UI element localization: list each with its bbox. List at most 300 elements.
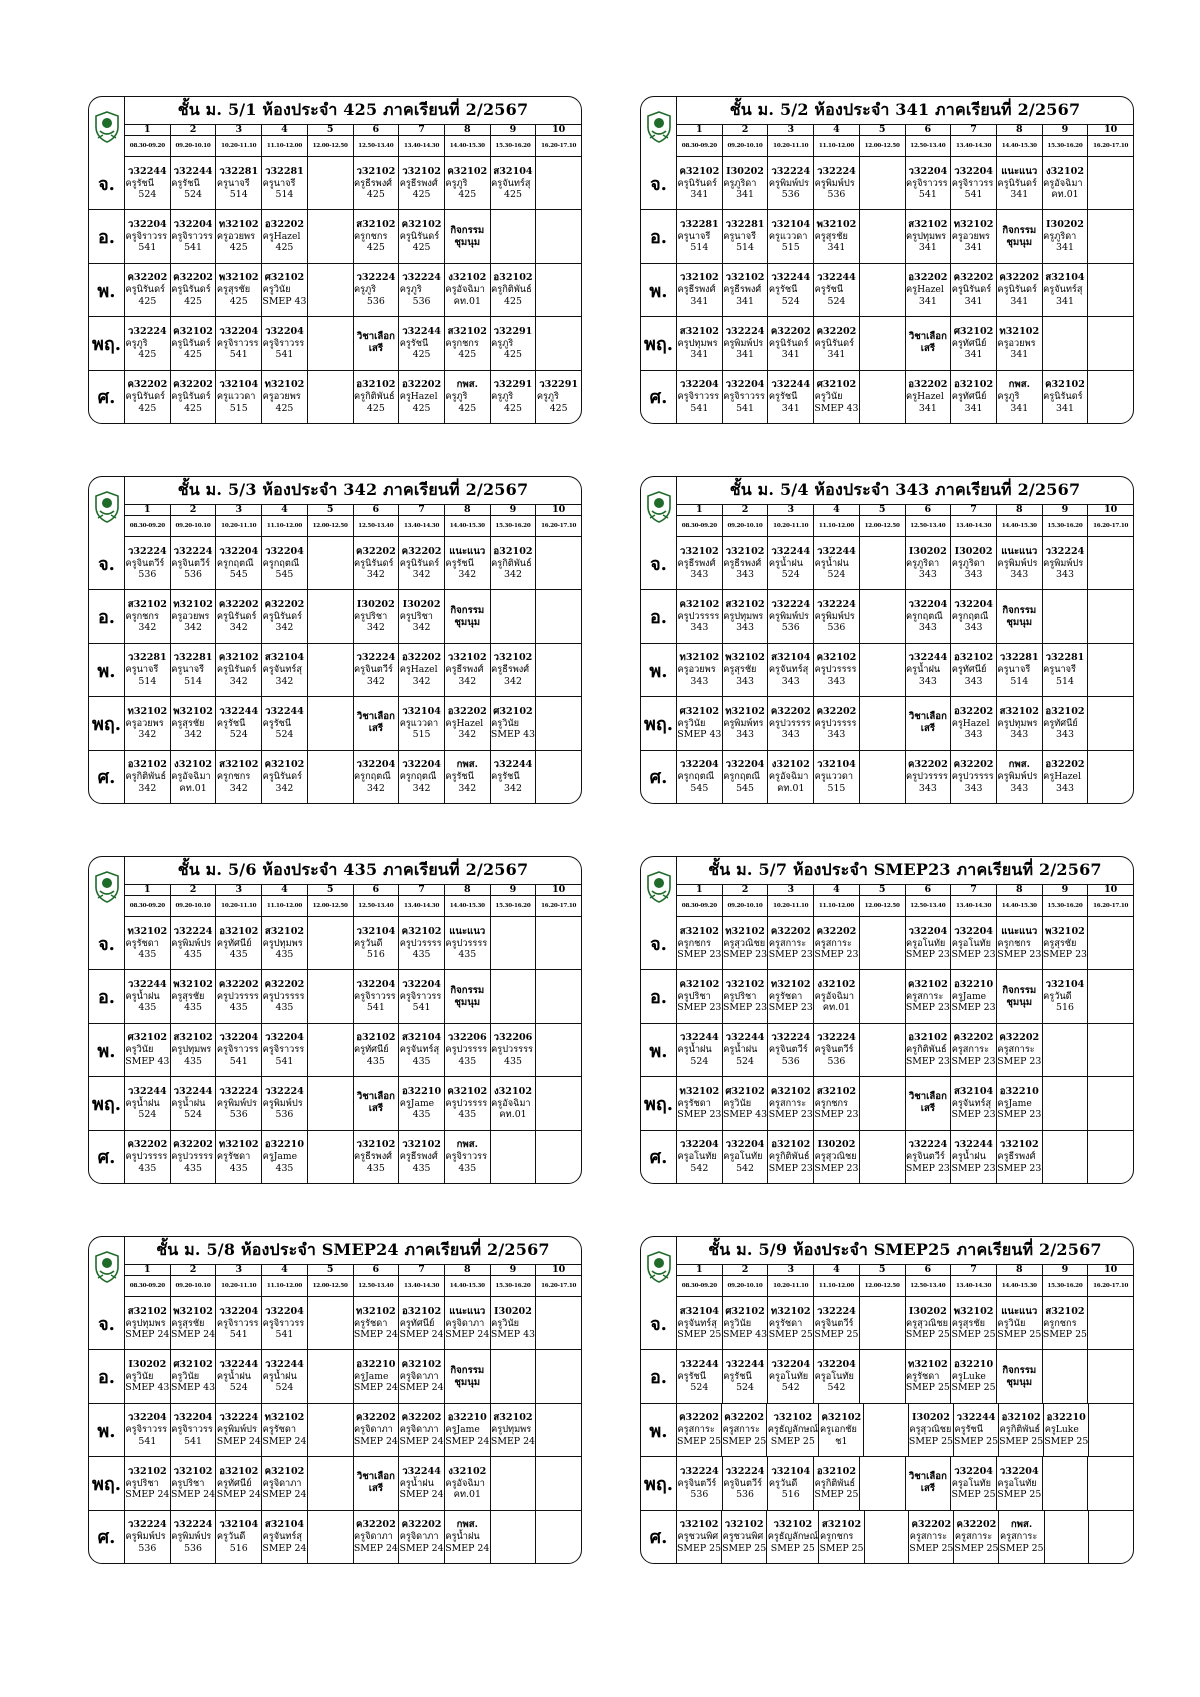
class-cell [261,917,307,969]
teacher-name: ครูอโนทัย [768,1370,809,1382]
room-number: SMEP 25 [954,1435,999,1447]
teacher-name: ครูJame [399,1097,435,1109]
subject-code: อ32102 [954,379,994,391]
class-cell [261,1404,307,1456]
period-number: 6 [905,124,951,135]
class-cell [398,264,444,316]
room-number: 541 [275,1055,294,1067]
teacher-name: ครูสุวณิชย [906,1317,949,1329]
teacher-name: เสรี [368,343,384,355]
timetable-card [640,1236,1134,1564]
subject-code: ศ32102 [816,379,857,391]
teacher-name: เสรี [368,723,384,735]
period-time: 09.20-10.10 [722,1276,768,1296]
class-cell [813,1350,859,1402]
teacher-name: ครูสการะ [814,937,852,949]
room-number: SMEP 43 [723,1329,768,1341]
period-time: 16.20-17.10 [535,896,581,916]
room-number: 342 [504,569,522,581]
room-number: 536 [736,1489,754,1501]
teacher-name: ครูน้ำฝน [445,1531,480,1543]
period-time: 15.30-16.20 [490,896,536,916]
class-cell [905,697,951,749]
day-row [641,537,1133,589]
subject-code: ว32204 [908,165,948,177]
teacher-name: ครูธัญลักษณ์ [767,1531,818,1543]
period-number: 3 [767,884,813,895]
empty-cell [859,1457,905,1509]
teacher-name: ครูนาจรี [171,664,205,676]
class-cell [353,1457,399,1509]
class-cell [398,1350,444,1402]
class-cell [444,371,490,423]
class-cell [125,157,170,209]
room-number: คท.01 [453,295,481,307]
empty-cell [1087,537,1133,589]
class-cell [215,1511,261,1563]
room-number: SMEP 25 [677,1435,722,1447]
room-number: 341 [1056,242,1074,254]
room-number: 341 [964,349,983,361]
period-number: 9 [1042,504,1088,515]
room-number: 425 [229,295,248,307]
teacher-name: เสรี [920,1483,936,1495]
teacher-name: ครูสการะ [999,1531,1038,1543]
subject-code: อ32202 [402,379,442,391]
teacher-name: ครูรัชดา [216,1151,251,1163]
room-number: 435 [229,1162,248,1174]
room-number: 541 [275,1329,294,1341]
day-label: พฤ. [89,1457,125,1509]
empty-cell [1087,644,1133,696]
teacher-name: ครูรัชดา [354,1317,388,1329]
empty-cell [307,157,353,209]
room-number: 435 [229,1002,248,1014]
period-time: 10.20-11.10 [767,1276,813,1296]
class-cell [125,1511,170,1563]
empty-cell [535,1297,581,1349]
room-number: 342 [504,675,522,687]
class-cell [398,1457,444,1509]
subject-code: ท32102 [218,1139,259,1151]
room-number: 425 [412,402,431,414]
room-number: 435 [275,1002,294,1014]
empty-cell [859,970,905,1022]
room-number: 342 [138,729,157,741]
class-cell [125,1350,170,1402]
subject-code: ว32204 [265,1305,304,1317]
class-cell [950,697,996,749]
subject-code: ค32202 [770,925,811,937]
room-number: 435 [366,1055,385,1067]
subject-code: ว32102 [725,978,765,990]
teacher-name: ครูจิราวรร [445,1151,488,1163]
subject-code: ค32102 [907,978,948,990]
period-number: 4 [813,1264,859,1275]
teacher-name: ครูพิมพ์ปร [723,337,764,349]
room-number: 342 [229,675,248,687]
subject-code: ค32202 [127,1139,168,1151]
room-number: 536 [412,295,431,307]
teacher-name: ครูรัชนี [954,1424,984,1436]
period-time: 13.40-14.30 [950,896,996,916]
subject-code: ศ32102 [725,1085,765,1097]
period-number: 7 [398,1264,444,1275]
teacher-name: ชุมนุม [1006,1376,1033,1388]
teacher-name: ครูอวยพร [262,391,301,403]
room-number: SMEP 23 [723,949,768,961]
class-cell [125,210,170,262]
day-row [89,1510,581,1563]
empty-cell [1087,1131,1133,1183]
class-cell [398,1404,444,1456]
timetable-title: ชั้น ม. 5/6 ห้องประจำ 435 ภาคเรียนที่ 2/2567 [125,857,581,885]
class-cell [905,317,951,369]
room-number: 425 [412,189,431,201]
empty-cell [307,1457,353,1509]
subject-code: อ32210 [447,1412,487,1424]
teacher-name: ครูนิรันดร์ [171,391,211,403]
teacher-name: ครูปทุมพร [171,1044,212,1056]
subject-code: ง32102 [448,1465,487,1477]
teacher-name: ครูจิดาภา [354,1424,393,1436]
room-number: 542 [690,1162,709,1174]
day-row [641,1510,1133,1563]
teacher-name: ครูอโนทัย [906,937,946,949]
day-label: พฤ. [89,697,125,749]
class-cell [261,537,307,589]
subject-code: ว32102 [493,652,533,664]
period-number: 8 [444,884,490,895]
teacher-name: ครูรัชดา [262,1424,296,1436]
subject-code: ท32102 [725,925,765,937]
teacher-name: ครูอโนทัย [677,1151,717,1163]
day-label: จ. [641,1297,677,1349]
empty-cell [307,1024,353,1076]
subject-code: ว32224 [356,652,396,664]
class-cell [905,1297,951,1349]
empty-cell [307,644,353,696]
day-row [641,1130,1133,1183]
day-row [641,1403,1133,1456]
teacher-name: ครูรัชนี [262,717,292,729]
day-rows [89,537,581,803]
teacher-name: ครูกฤตณี [951,610,989,622]
teacher-name: ครูจินตวีร์ [906,1151,945,1163]
class-cell [950,1131,996,1183]
subject-code: ค32202 [218,978,259,990]
class-cell [1042,697,1088,749]
teacher-name: ครูนิรันดร์ [399,557,440,569]
period-time: 09.20-10.10 [722,516,768,536]
timetable-title: ชั้น ม. 5/3 ห้องประจำ 342 ภาคเรียนที่ 2/2567 [125,477,581,505]
class-cell [215,371,261,423]
subject-code: ว32291 [493,325,533,337]
class-cell [170,1404,216,1456]
class-cell [767,317,813,369]
subject-code: พ32102 [953,1305,994,1317]
teacher-name: ครูกชกร [354,230,388,242]
room-number: 514 [138,675,157,687]
period-time-row [677,896,1133,917]
teacher-name: ครูภูริดา [723,177,757,189]
empty-cell [490,590,536,642]
empty-cell [859,751,905,803]
class-cell [996,970,1042,1022]
period-number: 1 [144,504,151,515]
subject-code: ส32102 [127,598,167,610]
timetable-card [640,856,1134,1184]
period-number: 4 [261,504,307,515]
class-cell [722,537,768,589]
room-number: SMEP 24 [262,1542,307,1554]
class-cell [722,1457,768,1509]
subject-code: ส32102 [908,218,948,230]
teacher-name: ครูวินัย [677,717,706,729]
room-number: SMEP 24 [125,1329,170,1341]
day-row [641,917,1133,969]
room-number: 343 [690,569,709,581]
room-number: 342 [275,622,294,634]
timetable-title: ชั้น ม. 5/8 ห้องประจำ SMEP24 ภาคเรียนที่ 2/2567 [125,1237,581,1265]
period-time: 11.10-12.00 [813,516,859,536]
teacher-name: ครูสุรชัย [951,1317,985,1329]
class-cell [722,210,768,262]
teacher-name: เสรี [920,723,936,735]
period-time: 11.10-12.00 [813,136,859,156]
period-time: 12.00-12.50 [307,136,353,156]
room-number: 342 [458,569,477,581]
day-row [89,1456,581,1509]
empty-cell [1087,210,1133,262]
teacher-name: ครูสุรชัย [723,664,757,676]
room-number: 342 [458,729,477,741]
subject-code: ส32104 [1045,272,1085,284]
period-time: 16.20-17.10 [1087,1276,1133,1296]
subject-code: แนะแนว [1001,545,1038,557]
empty-cell [1087,317,1133,369]
empty-cell [535,1404,581,1456]
period-time: 08.30-09.20 [681,143,717,149]
class-cell [813,264,859,316]
class-cell [766,1511,818,1563]
room-number: 343 [918,569,937,581]
subject-code: ค32202 [127,379,168,391]
period-time: 14.40-15.30 [996,516,1042,536]
subject-code: ว32224 [771,1032,811,1044]
subject-code: ค32202 [264,978,305,990]
teacher-name: ครูนิรันดร์ [171,337,211,349]
class-cell [767,1350,813,1402]
period-number: 9 [1042,1264,1088,1275]
empty-cell [1087,264,1133,316]
class-cell [722,970,768,1022]
empty-cell [1087,590,1133,642]
class-cell [170,590,216,642]
teacher-name: ครูแววดา [399,717,439,729]
period-number: 8 [996,124,1042,135]
class-cell [398,1077,444,1129]
class-cell [767,1024,813,1076]
day-label: อ. [641,590,677,642]
subject-code: ว32204 [173,1412,213,1424]
subject-code: ค32202 [953,759,994,771]
room-number: 343 [736,675,754,687]
room-number: SMEP 24 [262,1489,307,1501]
subject-code: ศ32102 [953,325,994,337]
period-time: 12.50-13.40 [353,136,399,156]
teacher-name: ครูจินตวีร์ [354,664,393,676]
teacher-name: ครูพิมพ์ปร [768,610,809,622]
subject-code: ว32244 [127,165,167,177]
room-number: 524 [184,189,202,201]
teacher-name: ครูน้ำฝน [125,1097,160,1109]
class-cell [170,1350,216,1402]
teacher-name: ครูรัชนี [445,557,474,569]
teacher-name: เสรี [920,343,936,355]
teacher-name: ครูสุรชัย [814,230,848,242]
class-cell [444,1511,490,1563]
room-number: 435 [138,949,157,961]
subject-code: อ32210 [954,978,994,990]
room-number: 425 [504,295,522,307]
class-cell [818,1404,863,1456]
room-number: SMEP 25 [999,1435,1044,1447]
subject-code: กพส. [456,379,478,391]
class-cell [950,210,996,262]
class-cell [215,1457,261,1509]
teacher-name: ครูLuke [1044,1424,1079,1436]
class-cell [950,264,996,316]
teacher-name: ครูวันดี [354,937,383,949]
room-number: 425 [504,349,522,361]
teacher-name: ครูนิรันดร์ [216,664,257,676]
subject-code: ว32204 [265,545,304,557]
class-cell [996,371,1042,423]
room-number: SMEP 23 [951,1002,996,1014]
room-number: 342 [184,622,202,634]
room-number: 524 [827,569,846,581]
teacher-name: ครูทัศนีย์ [951,664,987,676]
room-number: 342 [458,675,477,687]
period-number: 8 [996,504,1042,515]
room-number: SMEP 24 [399,1329,444,1341]
room-number: 425 [412,242,431,254]
room-number: 541 [229,349,248,361]
period-time: 08.30-09.20 [681,903,717,909]
day-row [641,696,1133,749]
period-time: 08.30-09.20 [129,1283,165,1289]
teacher-name: ครูจิราวรร [171,1424,213,1436]
subject-code: ว32204 [265,1032,304,1044]
teacher-name: ชุมนุม [1006,616,1033,628]
teacher-name: ครูกชกร [997,937,1031,949]
day-label: พ. [89,1404,125,1456]
subject-code: ว32204 [908,925,948,937]
subject-code: ค32202 [355,1412,396,1424]
period-number: 2 [722,1264,768,1275]
day-row [89,1023,581,1076]
teacher-name: ครูอวยพร [677,664,716,676]
class-cell [996,210,1042,262]
subject-code: ค32202 [355,545,396,557]
subject-code: ว32204 [356,759,396,771]
period-number: 4 [261,124,307,135]
room-number: 341 [964,242,983,254]
teacher-name: ชุมนุม [1006,236,1033,248]
room-number: 341 [690,349,709,361]
room-number: 342 [138,782,157,794]
period-number: 10 [535,124,581,135]
subject-code: ว32204 [954,598,993,610]
class-cell [261,157,307,209]
class-cell [215,157,261,209]
subject-code: อ32210 [402,1085,442,1097]
teacher-name: ครูธีรพงศ์ [354,177,393,189]
class-cell [398,371,444,423]
subject-code: กิจกรรม [450,984,485,996]
subject-code: ค32202 [173,272,213,284]
teacher-name: ครูจิดาภา [399,1370,439,1382]
room-number: SMEP 23 [814,1162,859,1174]
teacher-name: ชุมนุม [454,236,481,248]
teacher-name: ครูน้ำฝน [125,990,160,1002]
subject-code: ว32102 [402,165,441,177]
teacher-name: ครูสุรชัย [171,717,205,729]
class-cell [215,590,261,642]
teacher-name: ครูภูริ [445,177,468,189]
class-cell [996,1077,1042,1129]
teacher-name: ครูจิดาภา [399,1531,439,1543]
subject-code: ว32244 [679,1358,719,1370]
subject-code: ว32224 [127,325,167,337]
room-number: 343 [781,729,800,741]
room-number: 341 [1010,349,1029,361]
teacher-name: ครูจิราวรร [677,391,720,403]
class-cell [353,917,399,969]
period-number: 6 [353,884,399,895]
teacher-name: ครูจินตวีร์ [125,557,165,569]
room-number: คท.01 [777,782,805,794]
teacher-name: ครูแววดา [216,391,256,403]
teacher-name: ครูธีรพงศ์ [399,1151,438,1163]
class-cell [353,697,399,749]
class-cell [125,1077,170,1129]
class-cell [353,751,399,803]
period-number: 6 [905,1264,951,1275]
timetable-title: ชั้น ม. 5/9 ห้องประจำ SMEP25 ภาคเรียนที่ 2/2567 [677,1237,1133,1265]
class-cell [353,371,399,423]
period-number: 9 [1042,124,1088,135]
class-cell [677,264,722,316]
timetable-card [88,476,582,804]
class-cell [170,157,216,209]
class-cell [767,1077,813,1129]
room-number: SMEP 25 [814,1329,859,1341]
class-cell [398,644,444,696]
period-time: 12.50-13.40 [353,1276,399,1296]
room-number: 343 [1010,782,1029,794]
day-rows [641,1297,1133,1563]
empty-cell [1087,1024,1133,1076]
room-number: 435 [184,949,202,961]
period-number: 10 [1087,504,1133,515]
subject-code: ว32244 [173,1085,213,1097]
empty-cell [859,371,905,423]
room-number: SMEP 25 [954,1542,999,1554]
subject-code: ว32224 [402,272,441,284]
subject-code: ว32281 [725,218,765,230]
